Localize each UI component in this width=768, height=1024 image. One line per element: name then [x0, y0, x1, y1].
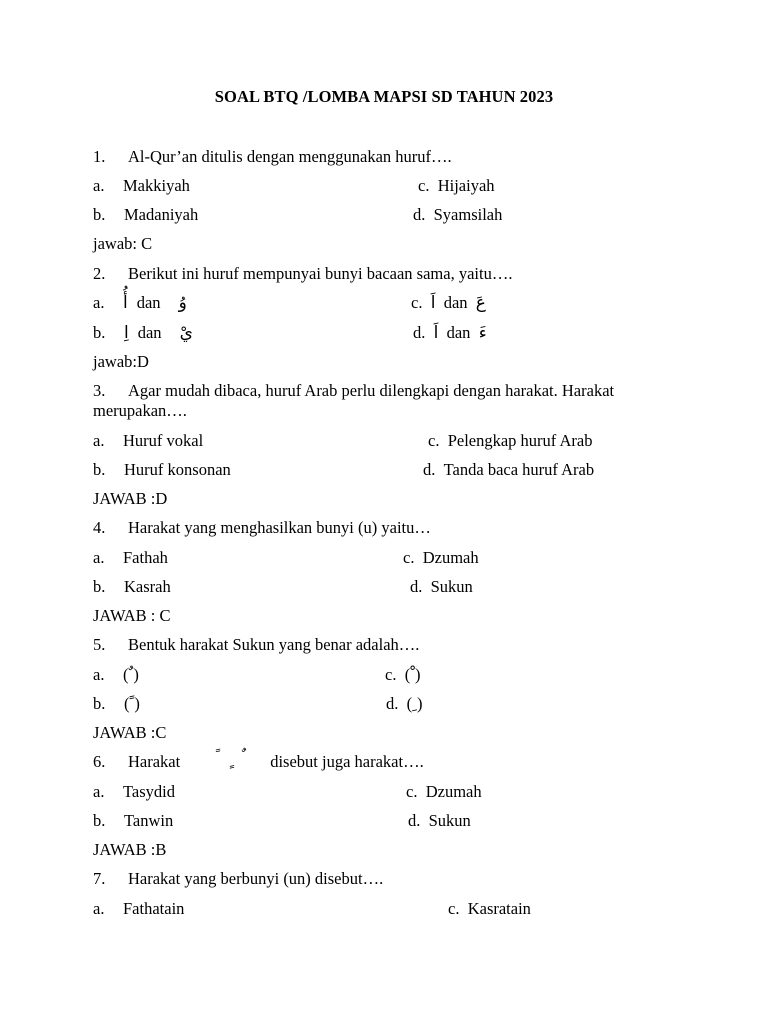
option-text: Pelengkap huruf Arab [447, 431, 593, 450]
question-7 [93, 869, 383, 889]
option-4b [93, 577, 171, 597]
question-2 [93, 264, 512, 284]
option-1c [418, 176, 495, 196]
option-6c [406, 782, 482, 802]
option-text: dan [136, 293, 161, 312]
question-number: 5. [93, 635, 106, 654]
option-5c [385, 665, 421, 685]
option-text: Fathatain [123, 899, 185, 918]
answer-1: jawab: C [93, 234, 153, 253]
option-4d [410, 577, 473, 597]
option-1a [93, 176, 190, 196]
arabic-letter: اَ [433, 323, 439, 343]
answer-5: JAWAB :C [93, 723, 167, 742]
option-letter: a. [93, 431, 105, 450]
option-letter: c. [403, 548, 415, 567]
option-text: Huruf konsonan [124, 460, 231, 479]
arabic-letter: يْ [179, 323, 193, 343]
question-number: 2. [93, 264, 106, 283]
question-4 [93, 518, 431, 538]
option-5d [386, 694, 422, 714]
option-3a [93, 431, 203, 451]
question-number: 3. [93, 381, 106, 400]
option-letter: c. [428, 431, 440, 450]
question-text: Harakat yang berbunyi (un) disebut…. [128, 869, 384, 888]
question-text-before: Harakat [128, 752, 181, 771]
option-letter: a. [93, 899, 105, 918]
option-text: Madaniyah [124, 205, 199, 224]
option-letter: d. [423, 460, 436, 479]
option-letter: c. [411, 293, 423, 312]
arabic-letter: وُ [178, 293, 187, 313]
answer-6: JAWAB :B [93, 840, 167, 859]
answer-4: JAWAB : C [93, 606, 171, 625]
answer-3: JAWAB :D [93, 489, 168, 508]
option-5b [93, 694, 140, 714]
option-4a [93, 548, 168, 568]
option-letter: a. [93, 665, 105, 684]
option-letter: a. [93, 782, 105, 801]
option-text: ( ْ) [404, 665, 421, 684]
option-3c [428, 431, 593, 451]
option-letter: d. [386, 694, 399, 713]
option-3b [93, 460, 231, 480]
question-text: Berikut ini huruf mempunyai bunyi bacaan sama, yaitu…. [128, 264, 513, 283]
option-7c [448, 899, 531, 919]
option-2d [413, 323, 487, 343]
arabic-letter: اِ [124, 323, 129, 343]
question-5 [93, 635, 419, 655]
option-2b [93, 323, 193, 343]
option-6a [93, 782, 175, 802]
option-text: ( ٌ) [123, 665, 139, 684]
question-3 [93, 381, 673, 421]
page-title: SOAL BTQ /LOMBA MAPSI SD TAHUN 2023 [214, 87, 554, 106]
option-text: Tasydid [123, 782, 176, 801]
option-letter: a. [93, 548, 105, 567]
option-6b [93, 811, 173, 831]
question-1 [93, 147, 452, 167]
option-text: dan [446, 323, 471, 342]
option-text: dan [443, 293, 468, 312]
option-text: dan [137, 323, 162, 342]
option-5a [93, 665, 139, 685]
option-letter: d. [408, 811, 421, 830]
question-number: 7. [93, 869, 106, 888]
option-1b [93, 205, 198, 225]
option-letter: c. [406, 782, 418, 801]
option-text: Fathah [123, 548, 168, 567]
question-number: 1. [93, 147, 106, 166]
option-letter: c. [418, 176, 430, 195]
option-letter: c. [448, 899, 460, 918]
option-letter: a. [93, 293, 105, 312]
option-text: Syamsilah [433, 205, 503, 224]
option-text: Sukun [430, 577, 473, 596]
option-text: Dzumah [422, 548, 479, 567]
question-text: Al-Qur’an ditulis dengan menggunakan huruf…. [128, 147, 452, 166]
option-text: Tanwin [124, 811, 174, 830]
option-letter: b. [93, 811, 106, 830]
answer-2: jawab:D [93, 352, 149, 371]
option-text: Kasrah [124, 577, 171, 596]
option-6d [408, 811, 471, 831]
option-4c [403, 548, 479, 568]
option-text: Sukun [428, 811, 471, 830]
option-letter: b. [93, 577, 106, 596]
arabic-letter: عَ [475, 293, 486, 313]
option-letter: d. [413, 323, 426, 342]
option-1d [413, 205, 502, 225]
arabic-letter: ءَ [478, 323, 487, 343]
option-letter: b. [93, 323, 106, 342]
option-text: Dzumah [425, 782, 482, 801]
question-text: Bentuk harakat Sukun yang benar adalah…. [128, 635, 420, 654]
option-letter: d. [410, 577, 423, 596]
option-text: ( ً) [124, 694, 140, 713]
option-2c [411, 293, 486, 313]
arabic-letter: أُ [123, 293, 128, 313]
option-3d [423, 460, 594, 480]
question-text-after: disebut juga harakat…. [270, 752, 424, 771]
option-text: Tanda baca huruf Arab [443, 460, 595, 479]
question-6 [93, 752, 424, 772]
option-text: Hijaiyah [437, 176, 495, 195]
option-letter: d. [413, 205, 426, 224]
option-text: Kasratain [467, 899, 531, 918]
option-text: Huruf vokal [123, 431, 204, 450]
option-letter: c. [385, 665, 397, 684]
option-text: ( ِ) [406, 694, 423, 713]
question-number: 6. [93, 752, 106, 771]
option-letter: b. [93, 694, 106, 713]
option-text: Makkiyah [123, 176, 190, 195]
option-7a [93, 899, 184, 919]
question-text: Harakat yang menghasilkan bunyi (u) yaitu… [128, 518, 431, 537]
question-text: Agar mudah dibaca, huruf Arab perlu dilengkapi dengan harakat. Harakat merupakan…. [93, 381, 615, 420]
option-letter: b. [93, 205, 106, 224]
option-2a [93, 293, 187, 313]
option-letter: a. [93, 176, 105, 195]
arabic-letter: اَ [430, 293, 436, 313]
harakat-marks [180, 752, 252, 772]
option-letter: b. [93, 460, 106, 479]
question-number: 4. [93, 518, 106, 537]
